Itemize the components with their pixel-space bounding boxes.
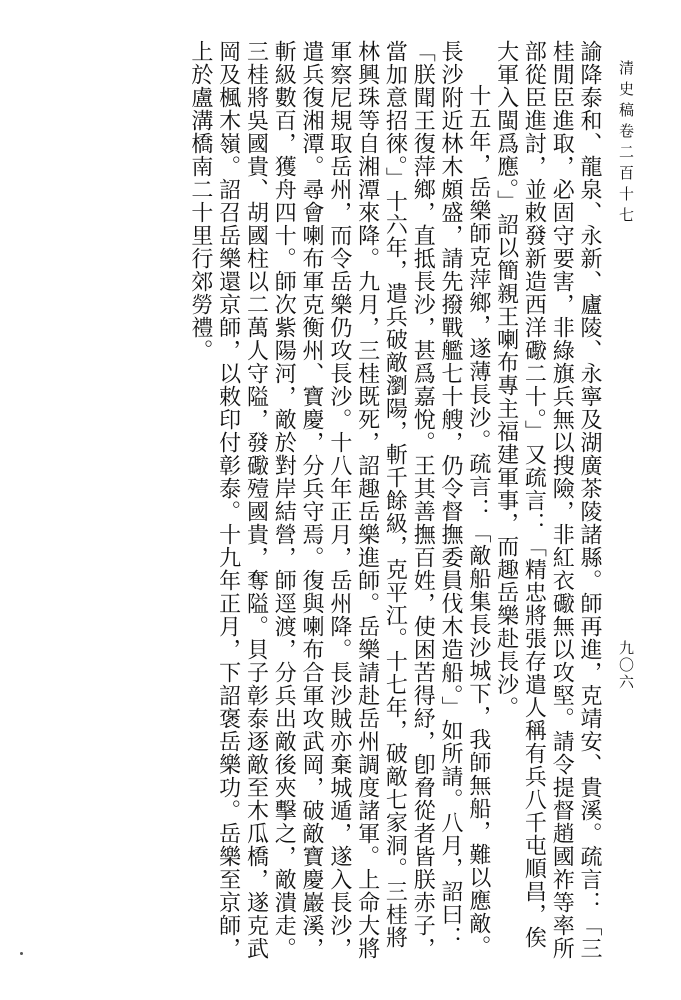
paragraph: 十五年，岳樂師克萍鄉，遂薄長沙。疏言：「敵船集長沙城下，我師無船，難以應敵。長沙附近林木頗盛，請先撥戰艦七十艘，仍令督撫委員伐木造船。」如所請。八月，詔曰：「朕聞王復萍鄉，直抵長沙，甚爲嘉悅。王其善撫百姓，使困苦得紓，卽脅從者皆朕赤子，當加意招徠。」十六年，遣兵破敵瀏陽，斬千餘級，克平江。十七年，破敵七家洞。三桂將林興珠等自湘潭來降。九月，三桂既死，詔趣岳樂進師。岳樂請赴岳州調度諸軍。上命大將軍察尼規取岳州，而令岳樂仍攻長沙。十八年正月，岳州降。長沙賊亦棄城遁，遂入長沙，遣兵復湘潭。尋會喇布軍克衡州、寶慶，分兵守焉。復與喇布合軍攻武岡，破敵寶慶巖溪，斬級數百，獲舟四十。師次紫陽河，敵於對岸結營，師逕渡，分兵出敵後夾擊之，敵潰走。三桂將吳國貴、胡國柱以二萬人守隘，發礮殪國貴，奪隘。貝子彰泰逐敵至木瓜橋，遂克武岡及楓木嶺。詔召岳樂還京師，以敕印付彰泰。十九年正月，下詔褒岳樂功。岳樂至京師，上於盧溝橋南二十里行郊勞禮。 (187, 40, 491, 960)
scan-speck (20, 952, 23, 955)
page-number: 九〇六 (617, 640, 635, 691)
main-text (83, 40, 603, 970)
running-header: 清史稿卷二百十七 (617, 60, 635, 228)
paragraph: 諭降泰和、龍泉、永新、廬陵、永寧及湖廣茶陵諸縣。師再進，克靖安、貴溪。疏言：「三桂閒臣進取，必固守要害，非綠旗兵無以搜險，非紅衣礮無以攻堅。請令提督趙國祚等率所部從臣進討，並敕發新造西洋礮二十。」又疏言：「精忠將張存遣人稱有兵八千屯順昌，俟大軍入閩爲應。」詔以簡親王喇布專主福建軍事，而趣岳樂赴長沙。 (493, 40, 602, 960)
